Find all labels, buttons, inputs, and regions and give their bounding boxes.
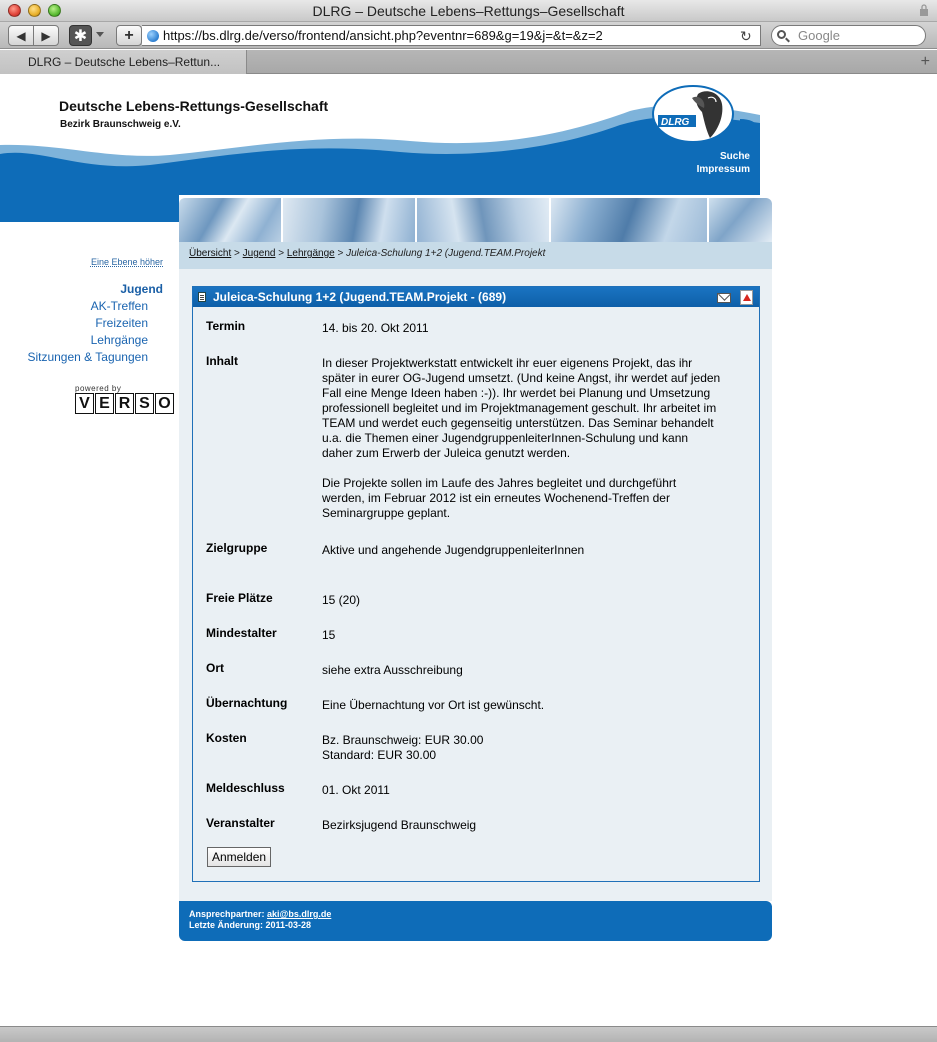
web-page [0,75,937,1025]
row-label: Termin [206,319,246,333]
contact-label: Ansprechpartner: [189,909,268,919]
add-bookmark-button[interactable]: + [116,25,142,46]
sidebar-item-sitzungen-tagungen[interactable]: Sitzungen & Tagungen [27,350,148,364]
pdf-icon[interactable] [740,290,753,305]
contact-line [189,909,762,920]
row-label: Übernachtung [206,696,288,710]
tools-gear-button[interactable]: ✱ [69,25,92,46]
last-changed-line [189,920,762,931]
sidebar-item-freizeiten[interactable]: Freizeiten [95,316,148,330]
breadcrumb-link-lehrgaenge[interactable]: Lehrgänge [286,248,335,259]
breadcrumb-current: Juleica-Schulung 1+2 (Jugend.TEAM.Projekt [346,248,546,259]
content-paragraph: In dieser Projektwerkstatt entwickelt ihr euer eigenens Projekt, das ihr später in eurer OG-Jugend umsetzt. (Und keine Angst, ihr werdet auf jeden Fall eine Menge Ideen haben :-)). Ihr werdet bei Planung und Umsetzung professionell begleitet und im Projektmanagement geschult. Ihr arbeitet im TEAM und werdet euch gegenseitig unterstützen. Das Seminar behandelt u.a. die Themen einer JugendgruppenleiterInnen-Schulung und kann daher zum Erwerb der Juleica genutzt werden. [322,356,721,460]
register-button[interactable]: Anmelden [207,847,271,867]
banner-photo [551,198,707,242]
breadcrumb-separator: > [231,248,243,259]
verso-logo-letter: E [95,393,114,414]
last-changed-label: Letzte Änderung: [189,920,266,930]
event-title: Juleica-Schulung 1+2 (Jugend.TEAM.Projekt - (689) [213,290,507,304]
up-one-level-link[interactable]: Eine Ebene höher [90,257,163,267]
window-title: DLRG – Deutsche Lebens–Rettungs–Gesellschaft [312,3,625,19]
window-titlebar [0,0,937,22]
powered-by-label: powered by [75,384,122,393]
new-tab-button[interactable]: + [920,53,930,70]
back-button[interactable]: ◀ [8,25,34,46]
row-value: Bezirksjugend Braunschweig [322,818,477,832]
row-value: 15 (20) [322,593,361,607]
row-value: siehe extra Ausschreibung [322,663,463,677]
address-bar[interactable]: https://bs.dlrg.de/verso/frontend/ansicht.php?eventnr=689&g=19&j=&t=&z=2 [142,25,761,46]
forward-button[interactable]: ▶ [33,25,59,46]
event-title-bar [193,287,759,307]
contact-email-link[interactable]: aki@bs.dlrg.de [267,909,332,919]
row-label: Freie Plätze [206,591,273,605]
globe-icon [147,30,159,42]
nav-link-suche[interactable]: Suche [719,151,750,162]
organization-subtitle: Bezirk Braunschweig e.V. [60,119,181,130]
breadcrumb-link-uebersicht[interactable]: Übersicht [189,248,232,259]
row-label: Ort [206,661,224,675]
row-label: Kosten [206,731,247,745]
nav-link-impressum[interactable]: Impressum [696,164,750,175]
row-value [322,356,722,521]
breadcrumb-separator: > [334,248,347,259]
sidebar-item-jugend[interactable]: Jugend [120,282,163,296]
row-label: Meldeschluss [206,781,285,795]
cost-line: Standard: EUR 30.00 [322,748,437,762]
row-value: Aktive und angehende JugendgruppenleiterInnen [322,543,585,557]
browser-status-bar [0,1026,937,1042]
lock-icon [919,4,929,17]
last-changed-date: 2011-03-28 [265,920,312,930]
verso-logo-letter: V [75,393,94,414]
tab-dlrg[interactable]: DLRG – Deutsche Lebens–Rettun... [0,50,247,74]
sidebar-item-lehrgaenge[interactable]: Lehrgänge [90,333,148,347]
row-value [322,733,722,763]
banner-photo [709,198,772,242]
cost-line: Bz. Braunschweig: EUR 30.00 [322,733,484,747]
banner-photo [179,198,281,242]
breadcrumb [179,242,772,269]
breadcrumb-separator: > [275,248,287,259]
page-footer [179,901,772,941]
browser-toolbar [0,22,937,49]
email-icon[interactable] [717,293,731,303]
event-detail-panel [192,286,760,882]
row-value: 01. Okt 2011 [322,783,390,797]
verso-logo-letter: S [135,393,154,414]
row-value: Eine Übernachtung vor Ort ist gewünscht. [322,698,545,712]
document-icon [198,292,206,302]
row-label: Zielgruppe [206,541,268,555]
row-label: Mindestalter [206,626,277,640]
content-paragraph: Die Projekte sollen im Laufe des Jahres begleitet und durchgeführt werden, im Februar 2012 ist ein erneutes Wochenend-Treffen der Seminargruppe geplant. [322,476,677,520]
reload-icon[interactable]: ↻ [740,28,752,44]
chevron-down-icon[interactable] [96,32,104,37]
svg-text:DLRG: DLRG [661,117,690,128]
row-value: 15 [322,628,336,642]
banner-photo [283,198,415,242]
organization-name: Deutsche Lebens-Rettungs-Gesellschaft [59,98,329,114]
breadcrumb-link-jugend[interactable]: Jugend [242,248,276,259]
search-icon [777,30,786,39]
sidebar-item-ak-treffen[interactable]: AK-Treffen [90,299,148,313]
tab-bar [0,50,937,74]
row-label: Inhalt [206,354,238,368]
photo-banner [179,198,772,242]
dlrg-eagle-logo [648,84,738,144]
verso-logo-letter: O [155,393,174,414]
verso-logo-letter: R [115,393,134,414]
row-label: Veranstalter [206,816,275,830]
row-value: 14. bis 20. Okt 2011 [322,321,429,335]
search-input[interactable]: Google [771,25,926,46]
verso-logo[interactable] [75,393,174,415]
banner-photo [417,198,549,242]
